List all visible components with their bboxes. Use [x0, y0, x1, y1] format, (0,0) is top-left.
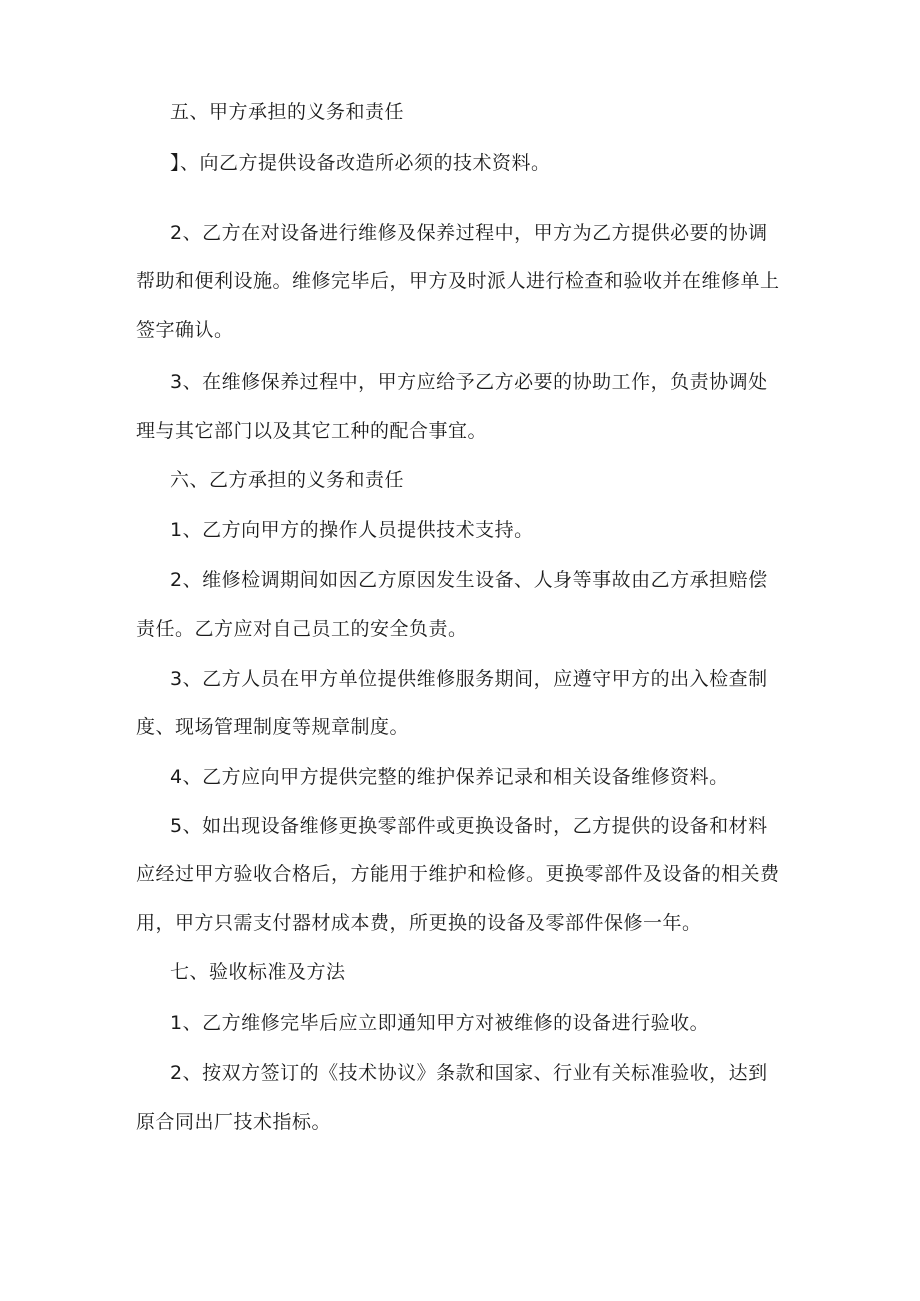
paragraph-5-2-line-3: 签字确认。: [136, 319, 234, 341]
paragraph-6-5-line-1: 5、如出现设备维修更换零部件或更换设备时，乙方提供的设备和材料: [170, 815, 768, 837]
paragraph-6-4: 4、乙方应向甲方提供完整的维护保养记录和相关设备维修资料。: [170, 766, 729, 788]
paragraph-6-3-line-1: 3、乙方人员在甲方单位提供维修服务期间，应遵守甲方的出入检查制: [170, 668, 768, 690]
paragraph-5-2-line-2: 帮助和便利设施。维修完毕后，甲方及时派人进行检查和验收并在维修单上: [136, 270, 780, 292]
paragraph-5-3-line-2: 理与其它部门以及其它工种的配合事宜。: [136, 420, 488, 442]
section-heading-6: 六、乙方承担的义务和责任: [170, 469, 405, 491]
paragraph-6-5-line-2: 应经过甲方验收合格后，方能用于维护和检修。更换零部件及设备的相关费: [136, 863, 780, 885]
section-heading-5: 五、甲方承担的义务和责任: [170, 101, 405, 123]
paragraph-7-1: 1、乙方维修完毕后应立即通知甲方对被维修的设备进行验收。: [170, 1012, 710, 1034]
paragraph-7-2-line-2: 原合同出厂技术指标。: [136, 1111, 332, 1133]
paragraph-5-3-line-1: 3、在维修保养过程中，甲方应给予乙方必要的协助工作，负责协调处: [170, 371, 768, 393]
paragraph-5-1: 】、向乙方提供设备改造所必须的技术资料。: [170, 152, 551, 174]
section-heading-7: 七、验收标准及方法: [170, 961, 346, 983]
paragraph-6-2-line-1: 2、维修检调期间如因乙方原因发生设备、人身等事故由乙方承担赔偿: [170, 569, 768, 591]
paragraph-5-2-line-1: 2、乙方在对设备进行维修及保养过程中，甲方为乙方提供必要的协调: [170, 222, 768, 244]
paragraph-6-2-line-2: 责任。乙方应对自己员工的安全负责。: [136, 618, 468, 640]
paragraph-6-1: 1、乙方向甲方的操作人员提供技术支持。: [170, 519, 534, 541]
paragraph-6-3-line-2: 度、现场管理制度等规章制度。: [136, 716, 410, 738]
paragraph-7-2-line-1: 2、按双方签订的《技术协议》条款和国家、行业有关标准验收，达到: [170, 1062, 768, 1084]
paragraph-6-5-line-3: 用，甲方只需支付器材成本费，所更换的设备及零部件保修一年。: [136, 912, 702, 934]
